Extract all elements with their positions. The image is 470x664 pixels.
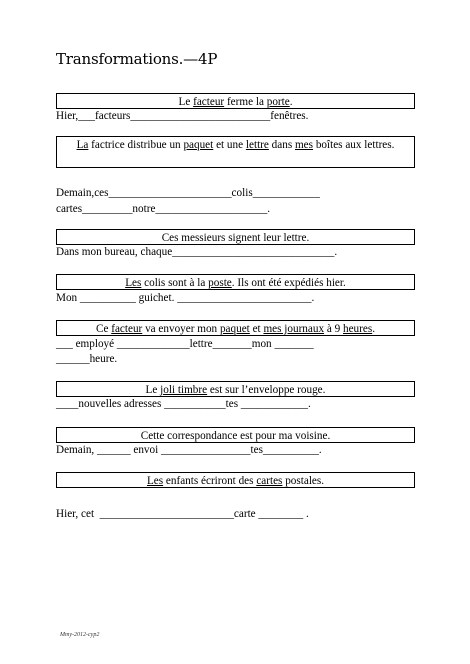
sentence-8-part: enfants écriront des bbox=[163, 475, 257, 487]
sentence-6-part: joli timbre bbox=[160, 384, 208, 396]
box-5 bbox=[56, 320, 415, 336]
sentence-1-part: ferme la bbox=[224, 96, 267, 108]
sentence-5-part: paquet bbox=[219, 323, 250, 335]
sentence-1-part: facteur bbox=[193, 96, 225, 108]
sentence-5-part: et bbox=[249, 323, 264, 335]
box-7 bbox=[56, 427, 415, 443]
sentence-4-part: poste bbox=[208, 277, 232, 289]
sentence-1-part: Le bbox=[178, 96, 194, 108]
box-1 bbox=[56, 93, 415, 109]
sentence-5-part: facteur bbox=[111, 323, 143, 335]
sentence-1-part: . bbox=[289, 96, 293, 108]
answer-line-8b: Hier, cet ________________________carte ________ . bbox=[56, 508, 309, 520]
sentence-6-part: Le bbox=[145, 384, 161, 396]
answer-line-5a: ___ employé _____________lettre_______mon _______ bbox=[56, 338, 314, 350]
answer-line-6a: ____nouvelles adresses ___________tes ____________. bbox=[56, 398, 311, 410]
sentence-5-part: heures bbox=[343, 323, 373, 335]
sentence-1-part: porte bbox=[266, 96, 290, 108]
sentence-3-part: Ces messieurs signent leur lettre. bbox=[161, 232, 310, 244]
sentence-4-part: Les bbox=[125, 277, 142, 289]
box-8 bbox=[56, 472, 415, 488]
sentence-5-part: va envoyer mon bbox=[142, 323, 220, 335]
sentence-2-part: dans bbox=[268, 139, 295, 151]
box-2 bbox=[56, 136, 415, 168]
sentence-5-part: Ce bbox=[95, 323, 112, 335]
sentence-4-part: . Ils ont été expédiés hier. bbox=[231, 277, 346, 289]
sentence-2-part: boîtes aux lettres. bbox=[313, 139, 395, 151]
sentence-5-part: . bbox=[372, 323, 375, 335]
box-6 bbox=[56, 381, 415, 397]
sentence-2-part: lettre bbox=[245, 139, 269, 151]
answer-line-2b: cartes_________notre____________________. bbox=[56, 203, 271, 215]
sentence-7-part: Cette correspondance est pour ma voisine. bbox=[140, 430, 331, 442]
answer-line-3a: Dans mon bureau, chaque_____________________________. bbox=[56, 246, 338, 258]
page-title: Transformations.—4P bbox=[56, 50, 218, 68]
box-3 bbox=[56, 229, 415, 245]
sentence-2-part: La bbox=[76, 139, 89, 151]
sentence-2-part: factrice distribue un bbox=[88, 139, 184, 151]
answer-line-4a: Mon __________ guichet. ________________________. bbox=[56, 292, 315, 304]
sentence-2-part: et une bbox=[213, 139, 246, 151]
sentence-5-part: à 9 bbox=[324, 323, 343, 335]
box-4 bbox=[56, 274, 415, 290]
sentence-2-part: paquet bbox=[183, 139, 214, 151]
sentence-4-part: colis sont à la bbox=[141, 277, 209, 289]
sentence-8-part: Les bbox=[146, 475, 164, 487]
sentence-8-part: cartes bbox=[256, 475, 283, 487]
sentence-6-part: est sur l’enveloppe rouge. bbox=[207, 384, 326, 396]
sentence-8-part: postales. bbox=[282, 475, 325, 487]
answer-line-1a: Hier,___facteurs_________________________fenêtres. bbox=[56, 110, 309, 122]
footer-credit: Mmy-2012-cyp2 bbox=[60, 632, 100, 638]
answer-line-5b: ______heure. bbox=[56, 353, 118, 365]
answer-line-2a: Demain,ces______________________colis____________ bbox=[56, 187, 320, 199]
sentence-2-part: mes bbox=[294, 139, 314, 151]
answer-line-7a: Demain, ______ envoi ________________tes__________. bbox=[56, 444, 322, 456]
sentence-5-part: mes journaux bbox=[263, 323, 325, 335]
